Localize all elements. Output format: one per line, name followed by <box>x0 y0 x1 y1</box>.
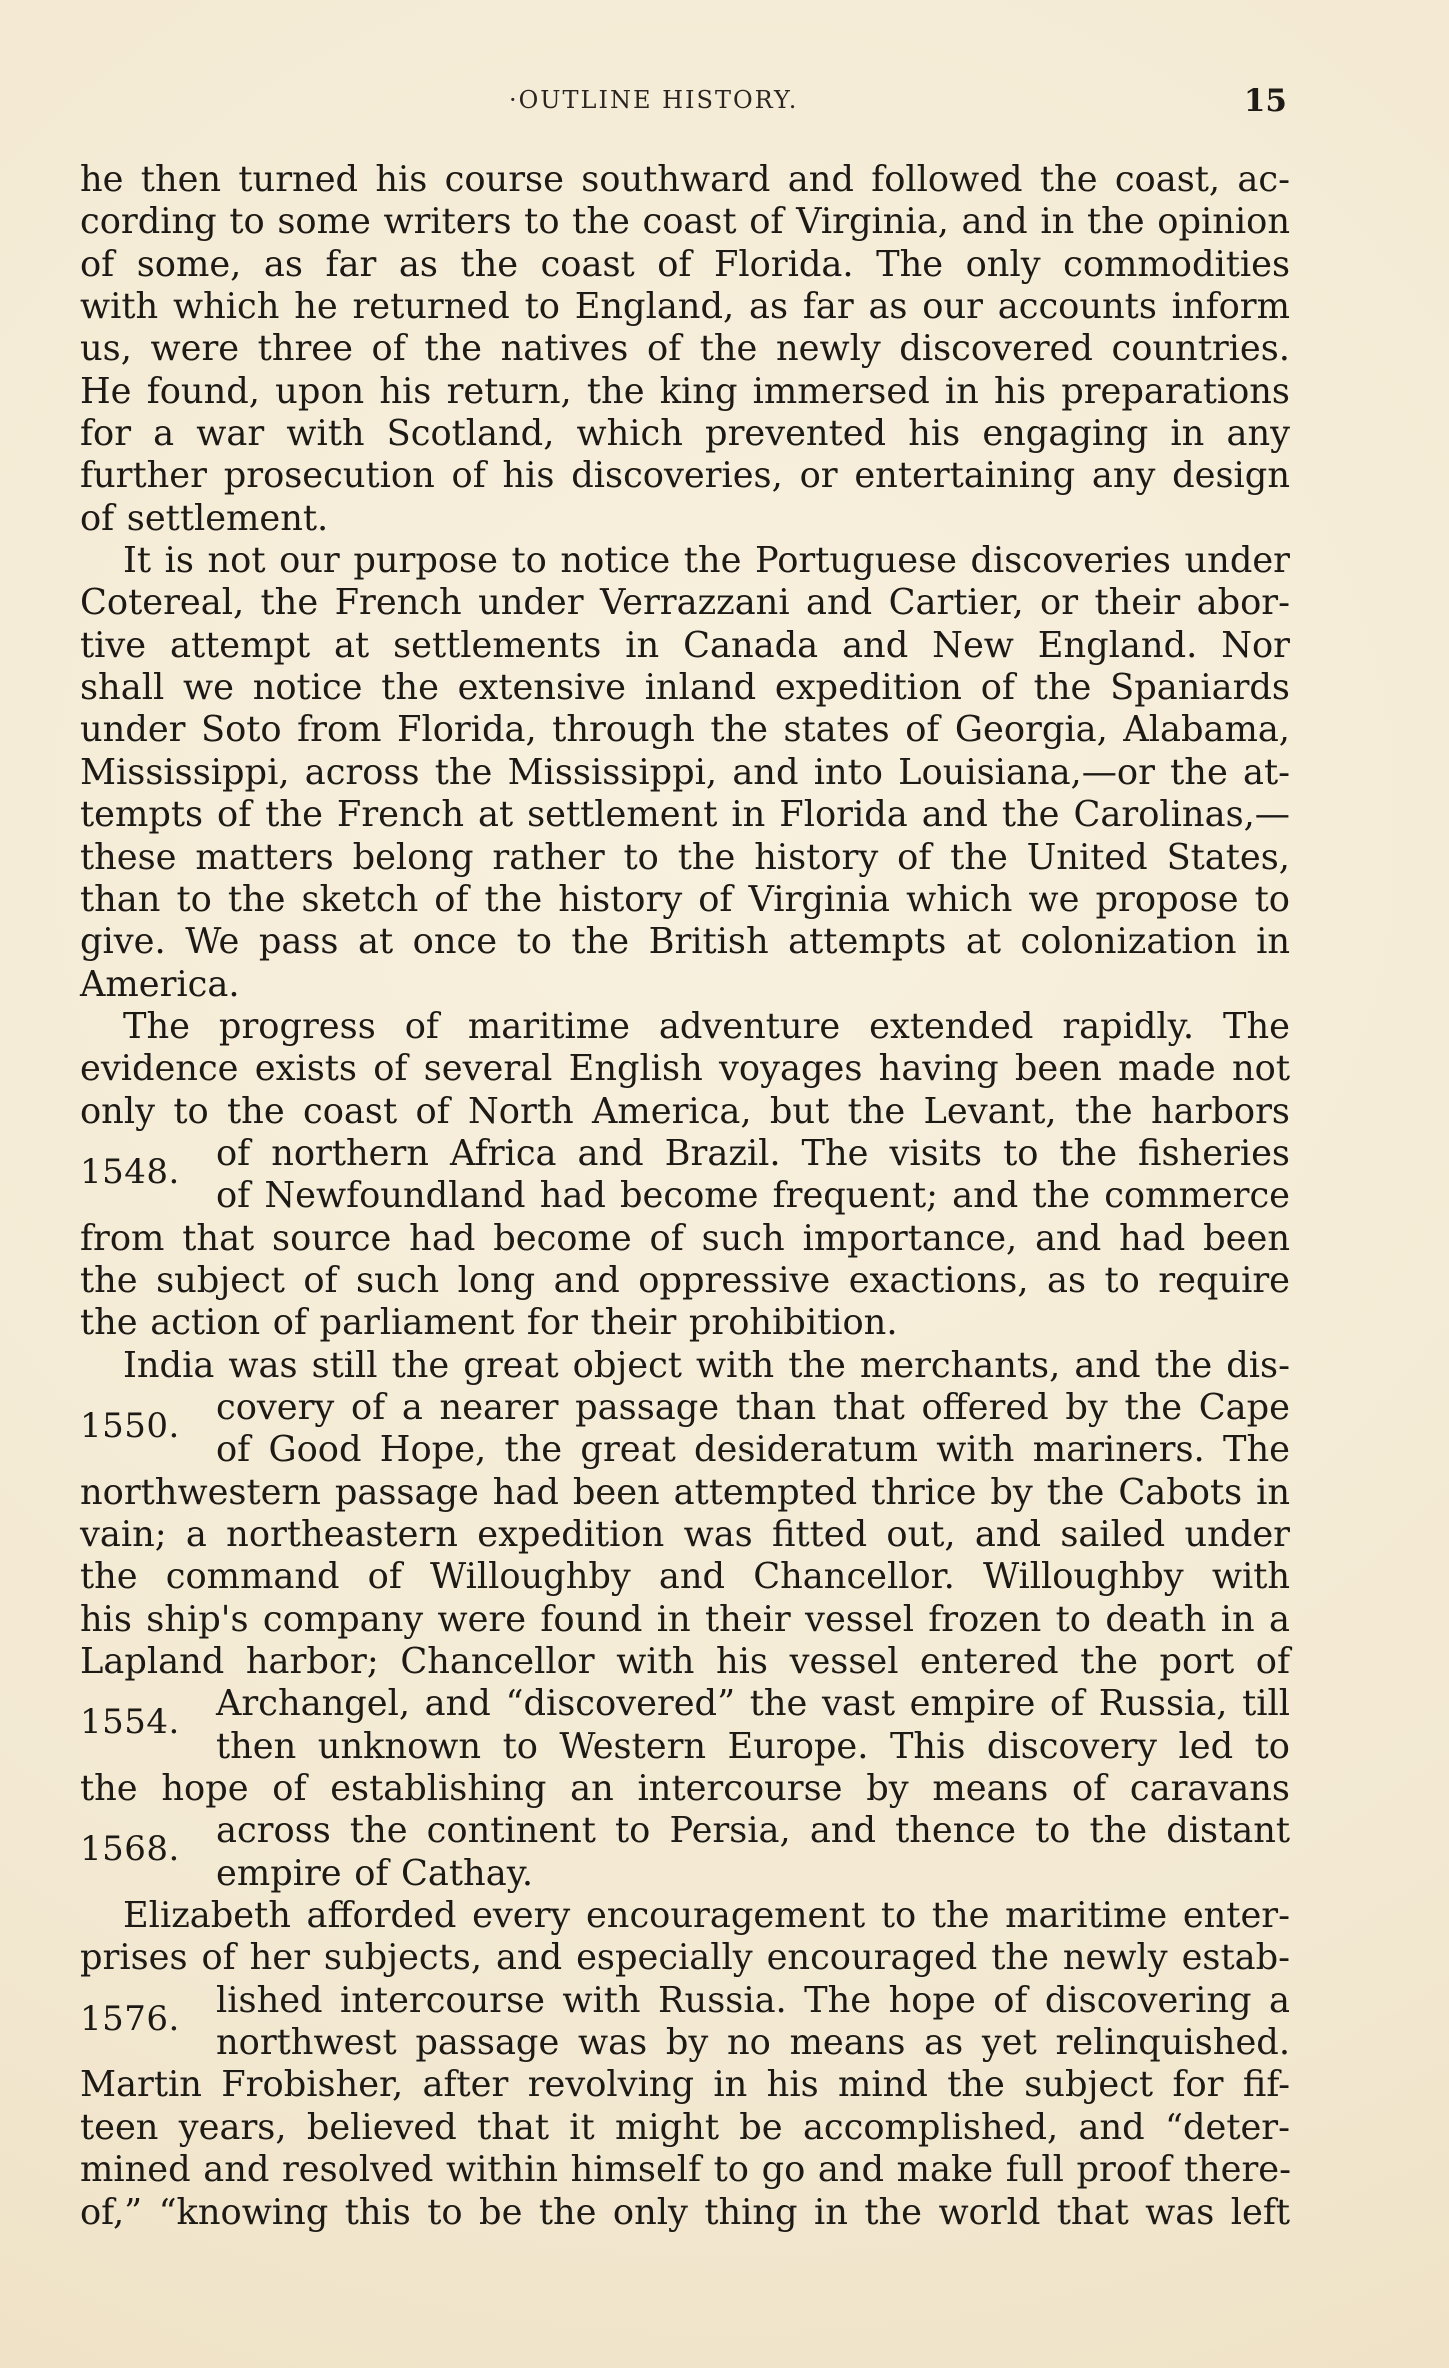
body-line-text: lished intercourse with Russia. The hope of discovering a <box>216 1979 1290 2021</box>
body-line: tive attempt at settlements in Canada and New England. Nor <box>80 624 1290 666</box>
body-line: from that source had become of such importance, and had been <box>80 1217 1290 1259</box>
body-line: these matters belong rather to the history of the United States, <box>80 836 1290 878</box>
marginal-year-1548: 1548. <box>80 1151 180 1192</box>
body-line-text: of northern Africa and Brazil. The visits to the fisheries <box>216 1132 1290 1174</box>
marginal-year-1568: 1568. <box>80 1829 180 1870</box>
paragraph-start-line: It is not our purpose to notice the Portuguese discoveries under <box>123 540 1290 582</box>
body-text <box>80 159 1290 2234</box>
body-line: Cotereal, the French under Verrazzani and Cartier, or their abor- <box>80 582 1290 624</box>
body-line: of Newfoundland had become frequent; and the commerce <box>216 1175 1290 1217</box>
body-line: northwestern passage had been attempted thrice by the Cabots in <box>80 1471 1290 1513</box>
body-line: evidence exists of several English voyages having been made not <box>80 1048 1290 1090</box>
body-line: with which he returned to England, as far as our accounts inform <box>80 286 1290 328</box>
body-line: cording to some writers to the coast of Virginia, and in the opinion <box>80 201 1290 243</box>
body-line: Lapland harbor; Chancellor with his vessel entered the port of <box>80 1641 1290 1683</box>
marginal-line <box>80 1810 1290 1870</box>
body-line-text: covery of a nearer passage than that offered by the Cape <box>216 1386 1290 1428</box>
running-head <box>0 83 1449 126</box>
body-line: further prosecution of his discoveries, or entertaining any design <box>80 455 1290 497</box>
marginal-line <box>80 1683 1290 1743</box>
marginal-year-1554: 1554. <box>80 1702 180 1743</box>
marginal-line <box>80 1132 1290 1192</box>
paragraph-start-line: The progress of maritime adventure extended rapidly. The <box>123 1005 1290 1047</box>
body-line: tempts of the French at settlement in Florida and the Carolinas,— <box>80 794 1290 836</box>
body-line: He found, upon his return, the king immersed in his preparations <box>80 370 1290 412</box>
body-line: teen years, believed that it might be accomplished, and “deter- <box>80 2106 1290 2148</box>
body-line: than to the sketch of the history of Virginia which we propose to <box>80 878 1290 920</box>
body-line: northwest passage was by no means as yet relinquished. <box>216 2022 1290 2064</box>
body-line: mined and resolved within himself to go and make full proof there- <box>80 2149 1292 2191</box>
marginal-year-1550: 1550. <box>80 1405 180 1446</box>
body-line: us, were three of the natives of the newly discovered countries. <box>80 328 1290 370</box>
body-line: shall we notice the extensive inland expedition of the Spaniards <box>80 667 1290 709</box>
running-title: ·OUTLINE HISTORY. <box>509 86 799 114</box>
body-line: the command of Willoughby and Chancellor. Willoughby with <box>80 1556 1290 1598</box>
body-line: he then turned his course southward and followed the coast, ac- <box>80 159 1290 200</box>
body-line: of Good Hope, the great desideratum with mariners. The <box>216 1429 1290 1471</box>
body-line: then unknown to Western Europe. This discovery led to <box>216 1725 1290 1767</box>
body-line: his ship's company were found in their vessel frozen to death in a <box>80 1598 1290 1640</box>
body-line: empire of Cathay. <box>216 1852 534 1894</box>
page-number: 15 <box>1243 83 1287 119</box>
body-line-text: Archangel, and “discovered” the vast empire of Russia, till <box>216 1683 1290 1725</box>
body-line: for a war with Scotland, which prevented his engaging in any <box>80 413 1290 455</box>
body-line: of,” “knowing this to be the only thing in the world that was left <box>80 2191 1290 2233</box>
body-line: the action of parliament for their prohibition. <box>80 1302 898 1344</box>
body-line: America. <box>80 963 240 1005</box>
body-line: of settlement. <box>80 497 329 539</box>
body-line: under Soto from Florida, through the states of Georgia, Alabama, <box>80 709 1290 751</box>
body-line: Mississippi, across the Mississippi, and into Louisiana,—or the at- <box>80 751 1290 793</box>
marginal-year-1576: 1576. <box>80 1998 180 2039</box>
body-line: of some, as far as the coast of Florida. The only commodities <box>80 243 1290 285</box>
body-line: the hope of establishing an intercourse by means of caravans <box>80 1768 1290 1810</box>
body-line-text: across the continent to Persia, and thence to the distant <box>216 1810 1290 1852</box>
body-line: give. We pass at once to the British attempts at colonization in <box>80 921 1290 963</box>
body-line: prises of her subjects, and especially encouraged the newly estab- <box>80 1937 1290 1979</box>
body-line: Martin Frobisher, after revolving in his mind the subject for fif- <box>80 2064 1290 2106</box>
marginal-line <box>80 1386 1290 1446</box>
body-line: only to the coast of North America, but the Levant, the harbors <box>80 1090 1290 1132</box>
body-line: the subject of such long and oppressive exactions, as to require <box>80 1259 1290 1301</box>
paragraph-start-line: India was still the great object with the merchants, and the dis- <box>123 1344 1290 1386</box>
body-line: vain; a northeastern expedition was fitted out, and sailed under <box>80 1514 1290 1555</box>
marginal-line <box>80 1979 1290 2039</box>
paragraph-start-line: Elizabeth afforded every encouragement to the maritime enter- <box>123 1895 1290 1937</box>
